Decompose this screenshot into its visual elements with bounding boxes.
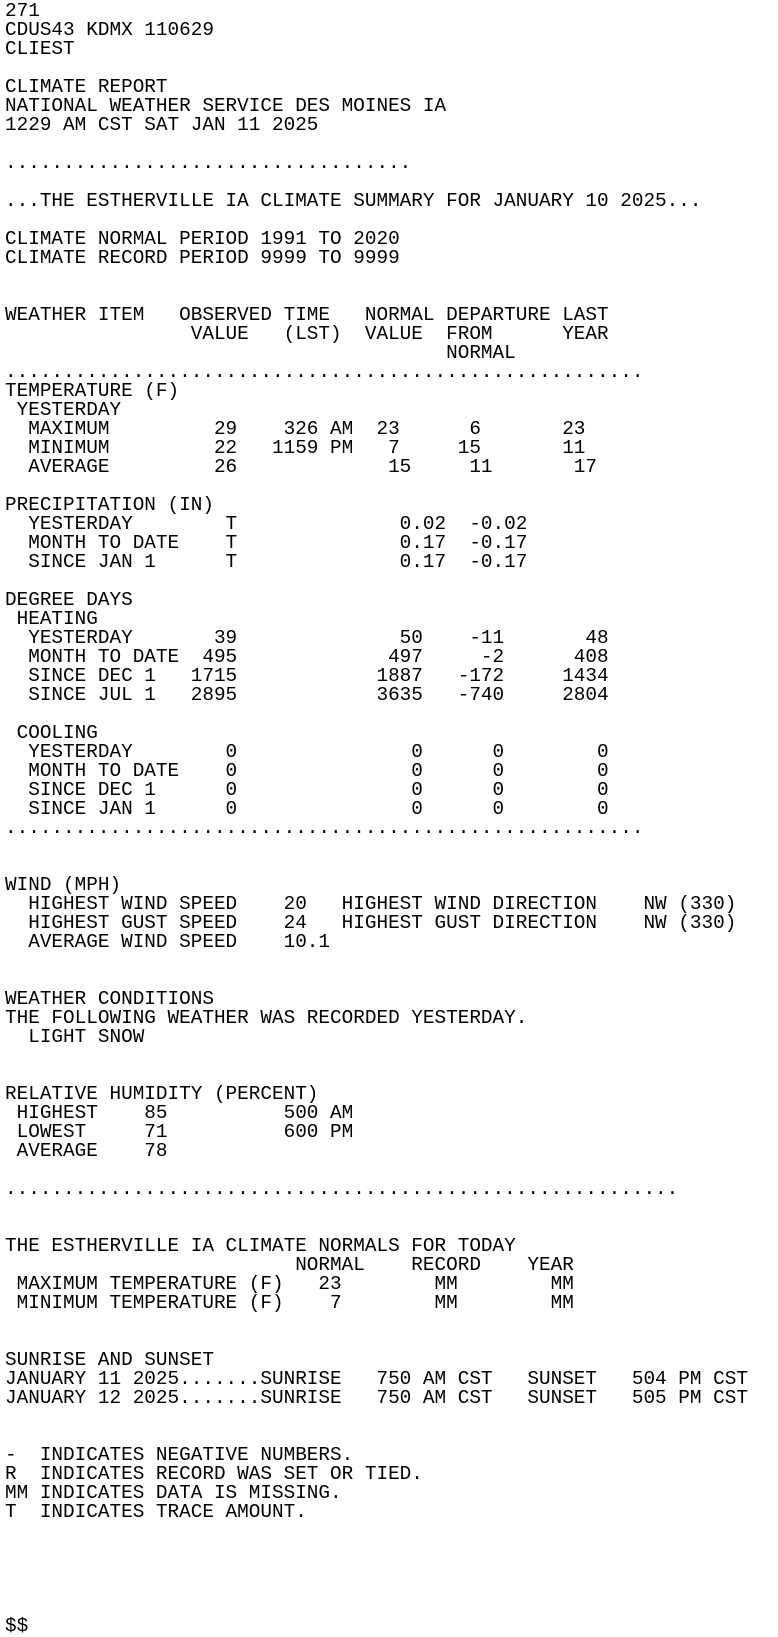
report-line: MINIMUM 22 1159 PM 7 15 11 <box>5 437 586 459</box>
report-line: LIGHT SNOW <box>5 1026 145 1048</box>
report-line: T INDICATES TRACE AMOUNT. <box>5 1501 307 1523</box>
report-line: MM INDICATES DATA IS MISSING. <box>5 1482 342 1504</box>
report-line: SINCE JAN 1 0 0 0 0 <box>5 798 609 820</box>
report-line: ....................................................... <box>5 361 644 383</box>
report-line: YESTERDAY 39 50 -11 48 <box>5 627 609 649</box>
report-line: CDUS43 KDMX 110629 <box>5 19 214 41</box>
report-line: NORMAL RECORD YEAR <box>5 1254 574 1276</box>
report-line: YESTERDAY <box>5 399 122 421</box>
report-line <box>5 1598 778 1617</box>
report-line: ....................................................... <box>5 817 644 839</box>
report-line: HIGHEST GUST SPEED 24 HIGHEST GUST DIRECTION NW (330) <box>5 912 737 934</box>
report-line <box>5 705 778 724</box>
report-line <box>5 952 778 971</box>
report-line <box>5 1522 778 1541</box>
report-line <box>5 1579 778 1598</box>
report-line: WIND (MPH) <box>5 874 122 896</box>
report-line: AVERAGE WIND SPEED 10.1 <box>5 931 331 953</box>
report-line: ................................... <box>5 152 412 174</box>
report-line: JANUARY 12 2025.......SUNRISE 750 AM CST SUNSET 505 PM CST <box>5 1387 748 1409</box>
report-line: SINCE JUL 1 2895 3635 -740 2804 <box>5 684 609 706</box>
report-line: SUNRISE AND SUNSET <box>5 1349 214 1371</box>
report-line <box>5 268 778 287</box>
report-line: THE ESTHERVILLE IA CLIMATE NORMALS FOR TODAY <box>5 1235 516 1257</box>
report-line <box>5 1408 778 1427</box>
report-line: MAXIMUM 29 326 AM 23 6 23 <box>5 418 586 440</box>
report-line: CLIMATE RECORD PERIOD 9999 TO 9999 <box>5 247 400 269</box>
report-line: HIGHEST 85 500 AM <box>5 1102 354 1124</box>
report-line: THE FOLLOWING WEATHER WAS RECORDED YESTERDAY. <box>5 1007 528 1029</box>
report-line: RELATIVE HUMIDITY (PERCENT) <box>5 1083 319 1105</box>
report-line: JANUARY 11 2025.......SUNRISE 750 AM CST SUNSET 504 PM CST <box>5 1368 748 1390</box>
report-line <box>5 838 778 857</box>
report-line: YESTERDAY 0 0 0 0 <box>5 741 609 763</box>
report-line: MONTH TO DATE 0 0 0 0 <box>5 760 609 782</box>
report-line: ...THE ESTHERVILLE IA CLIMATE SUMMARY FOR JANUARY 10 2025... <box>5 190 702 212</box>
report-line: 271 <box>5 0 40 22</box>
report-line <box>5 1199 778 1218</box>
report-line <box>5 1313 778 1332</box>
report-line: AVERAGE 26 15 11 17 <box>5 456 598 478</box>
report-line: NATIONAL WEATHER SERVICE DES MOINES IA <box>5 95 447 117</box>
report-line: NORMAL <box>5 342 516 364</box>
report-line: SINCE DEC 1 0 0 0 0 <box>5 779 609 801</box>
report-line: - INDICATES NEGATIVE NUMBERS. <box>5 1444 354 1466</box>
report-line: .......................................................... <box>5 1178 679 1200</box>
report-line <box>5 1047 778 1066</box>
report-line: COOLING <box>5 722 98 744</box>
report-line: LOWEST 71 600 PM <box>5 1121 354 1143</box>
report-line: AVERAGE 78 <box>5 1140 168 1162</box>
report-line: HEATING <box>5 608 98 630</box>
report-line: SINCE JAN 1 T 0.17 -0.17 <box>5 551 528 573</box>
report-line: $$ <box>5 1615 29 1637</box>
report-line: MINIMUM TEMPERATURE (F) 7 MM MM <box>5 1292 574 1314</box>
report-line: R INDICATES RECORD WAS SET OR TIED. <box>5 1463 423 1485</box>
report-line: WEATHER CONDITIONS <box>5 988 214 1010</box>
report-line: HIGHEST WIND SPEED 20 HIGHEST WIND DIRECTION NW (330) <box>5 893 737 915</box>
report-line: YESTERDAY T 0.02 -0.02 <box>5 513 528 535</box>
report-line: 1229 AM CST SAT JAN 11 2025 <box>5 114 319 136</box>
report-line: SINCE DEC 1 1715 1887 -172 1434 <box>5 665 609 687</box>
report-line: MONTH TO DATE T 0.17 -0.17 <box>5 532 528 554</box>
report-line: CLIMATE NORMAL PERIOD 1991 TO 2020 <box>5 228 400 250</box>
report-line: DEGREE DAYS <box>5 589 133 611</box>
report-line: PRECIPITATION (IN) <box>5 494 214 516</box>
report-line <box>5 1541 778 1560</box>
report-line: MAXIMUM TEMPERATURE (F) 23 MM MM <box>5 1273 574 1295</box>
report-line <box>5 1560 778 1579</box>
report-line: TEMPERATURE (F) <box>5 380 180 402</box>
report-line: CLIEST <box>5 38 75 60</box>
report-line: CLIMATE REPORT <box>5 76 168 98</box>
report-line: WEATHER ITEM OBSERVED TIME NORMAL DEPARTURE LAST <box>5 304 609 326</box>
report-line: VALUE (LST) VALUE FROM YEAR <box>5 323 609 345</box>
report-line: MONTH TO DATE 495 497 -2 408 <box>5 646 609 668</box>
